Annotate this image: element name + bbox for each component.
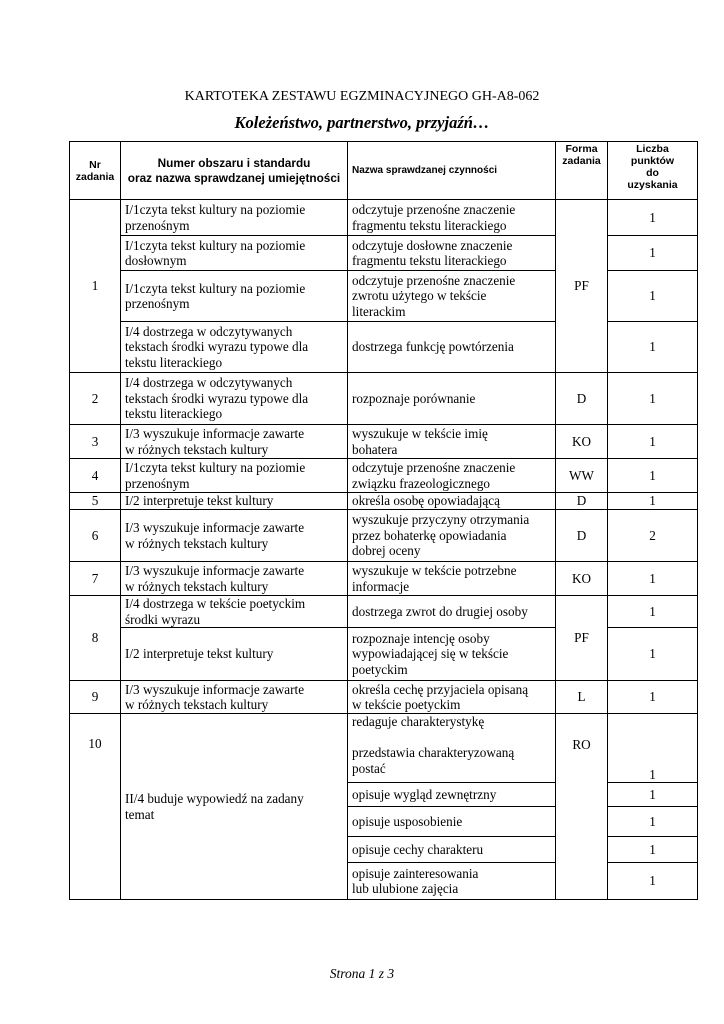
document-subtitle: Koleżeństwo, partnerstwo, przyjaźń… — [234, 113, 490, 132]
standard-cell: I/1czyta tekst kultury na poziomie przenośnym — [125, 202, 306, 233]
standard-cell: I/3 wyszukuje informacje zawarte w różnych tekstach kultury — [125, 520, 305, 551]
task-number: 6 — [91, 527, 99, 543]
activity-cell: redaguje charakterystykę przedstawia charakteryzowaną postać — [352, 714, 515, 776]
header-points: Liczba punktów do uzyskania — [627, 143, 678, 191]
points-cell: 1 — [649, 873, 656, 889]
activity-cell: dostrzega zwrot do drugiej osoby — [352, 603, 528, 619]
header-form: Forma zadania — [562, 143, 601, 167]
document-title: KARTOTEKA ZESTAWU EGZMINACYJNEGO GH-A8-062 — [184, 89, 540, 104]
activity-cell: wyszukuje w tekście imię bohatera — [352, 426, 488, 457]
points-cell: 1 — [649, 390, 656, 406]
activity-cell: wyszukuje w tekście potrzebne informacje — [352, 563, 517, 594]
header-nr: Nr zadania — [75, 158, 115, 183]
task-number: 5 — [91, 493, 99, 509]
task-number: 10 — [88, 736, 102, 751]
task-number: 2 — [91, 390, 99, 406]
points-cell: 1 — [649, 766, 656, 782]
form-cell: KO — [571, 433, 592, 449]
task-number: 1 — [91, 278, 99, 294]
task-number: 8 — [91, 630, 99, 646]
standard-cell: II/4 buduje wypowiedź na zadany temat — [125, 791, 304, 822]
activity-cell: rozpoznaje porównanie — [352, 390, 476, 406]
points-cell: 1 — [649, 245, 656, 261]
standard-cell: I/2 interpretuje tekst kultury — [125, 493, 274, 509]
standard-cell: I/4 dostrzega w odczytywanych tekstach środki wyrazu typowe dla tekstu literackiego — [125, 323, 309, 370]
points-cell: 1 — [649, 603, 656, 619]
activity-cell: odczytuje przenośne znaczenie fragmentu tekstu literackiego — [352, 202, 516, 233]
form-cell: KO — [571, 570, 592, 586]
activity-cell: określa osobę opowiadającą — [352, 493, 500, 509]
activity-cell: odczytuje przenośne znaczenie zwrotu użytego w tekście literackim — [352, 272, 516, 319]
form-cell: D — [576, 390, 587, 406]
activity-cell: określa cechę przyjaciela opisaną w tekście poetyckim — [352, 681, 529, 712]
activity-cell: opisuje usposobienie — [352, 813, 463, 829]
form-cell: L — [577, 689, 586, 705]
task-number: 7 — [91, 570, 99, 586]
points-cell: 1 — [649, 689, 656, 705]
points-cell: 1 — [649, 570, 656, 586]
standard-cell: I/1czyta tekst kultury na poziomie przenośnym — [125, 280, 306, 311]
activity-cell: opisuje cechy charakteru — [352, 841, 484, 857]
points-cell: 1 — [649, 339, 656, 355]
header-standard: Numer obszaru i standardu oraz nazwa sprawdzanej umiejętności — [127, 155, 341, 185]
form-cell: PF — [574, 278, 589, 294]
points-cell: 1 — [649, 288, 656, 304]
form-cell: WW — [569, 467, 594, 483]
page-footer: Strona 1 z 3 — [329, 966, 395, 981]
form-cell: PF — [574, 630, 589, 646]
points-cell: 2 — [649, 527, 656, 543]
points-cell: 1 — [649, 813, 656, 829]
activity-cell: dostrzega funkcję powtórzenia — [352, 339, 514, 355]
form-cell: D — [576, 527, 587, 543]
points-cell: 1 — [649, 493, 656, 509]
activity-cell: odczytuje przenośne znaczenie związku frazeologicznego — [352, 460, 516, 491]
points-cell: 1 — [649, 841, 656, 857]
standard-cell: I/2 interpretuje tekst kultury — [125, 646, 274, 662]
form-cell: RO — [572, 737, 591, 752]
points-cell: 1 — [649, 786, 656, 802]
task-number: 9 — [91, 689, 99, 705]
points-cell: 1 — [649, 646, 656, 662]
standard-cell: I/4 dostrzega w odczytywanych tekstach środki wyrazu typowe dla tekstu literackiego — [125, 375, 309, 422]
standard-cell: I/3 wyszukuje informacje zawarte w różnych tekstach kultury — [125, 426, 305, 457]
points-cell: 1 — [649, 209, 656, 225]
form-cell: D — [576, 493, 587, 509]
task-number: 3 — [91, 433, 99, 449]
standard-cell: I/1czyta tekst kultury na poziomie dosłownym — [125, 237, 306, 268]
activity-cell: wyszukuje przyczyny otrzymania przez bohaterkę opowiadania dobrej oceny — [352, 512, 530, 559]
activity-cell: odczytuje dosłowne znaczenie fragmentu tekstu literackiego — [352, 237, 513, 268]
activity-cell: rozpoznaje intencję osoby wypowiadającej się w tekście poetyckim — [352, 630, 509, 677]
standard-cell: I/1czyta tekst kultury na poziomie przenośnym — [125, 460, 306, 491]
points-cell: 1 — [649, 467, 656, 483]
header-activity: Nazwa sprawdzanej czynności — [352, 164, 498, 176]
task-number: 4 — [91, 467, 99, 483]
standard-cell: I/3 wyszukuje informacje zawarte w różnych tekstach kultury — [125, 563, 305, 594]
standard-cell: I/3 wyszukuje informacje zawarte w różnych tekstach kultury — [125, 681, 305, 712]
activity-cell: opisuje wygląd zewnętrzny — [352, 786, 497, 802]
activity-cell: opisuje zainteresowania lub ulubione zajęcia — [352, 865, 479, 896]
standard-cell: I/4 dostrzega w tekście poetyckim środki wyrazu — [125, 596, 306, 627]
points-cell: 1 — [649, 433, 656, 449]
